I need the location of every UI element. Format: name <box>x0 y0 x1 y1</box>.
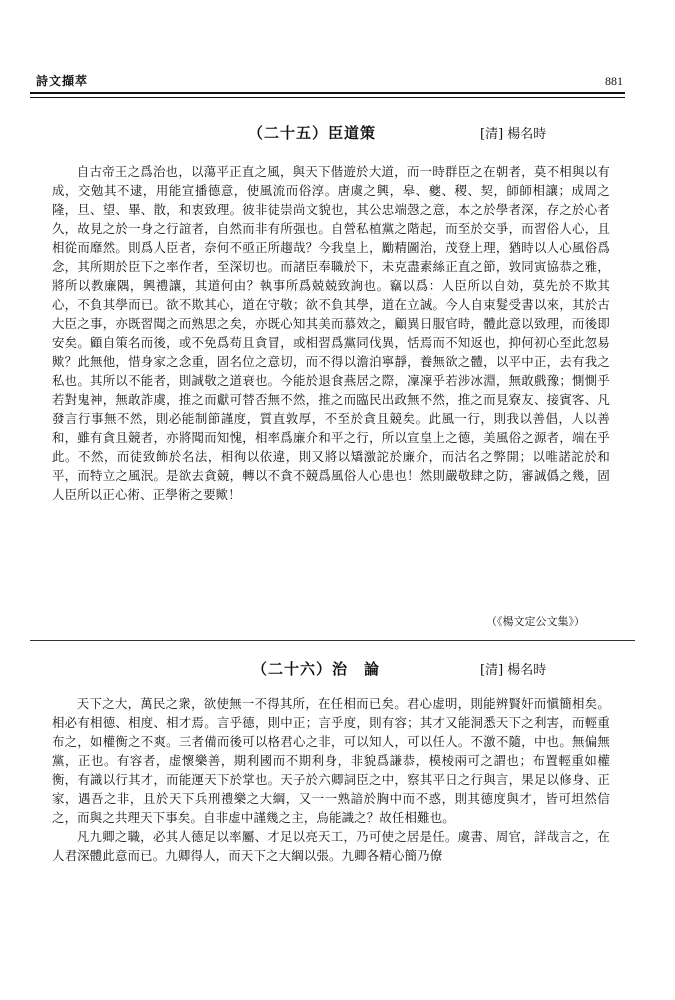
section-title: （二十五）臣道策 <box>248 124 377 142</box>
header-rule-thin <box>30 97 625 98</box>
paragraph: 自古帝王之爲治也，以蕩平正直之風，與天下偕遊於大道，而一時群臣之在朝者，莫不相與以有成，交勉其不逮，用能宣播德意，使風流而俗淳。唐虞之興，皋、夔、稷、契，師師相讓；成周之隆，旦、望、畢、散，和衷致理。彼非徒崇尚文貌也，其公忠端愨之意，本之於學者深，存之於心者久，故見之於一身之行誼者，自然而非有所强也。自營私植黨之階起，而至於交爭，而習俗人心，且相從而靡然。則爲人臣者，奈何不亟正所趨哉？今我皇上，勵精圖治，茂登上理，猶時以人心風俗爲念，其所期於臣下之率作者，至深切也。而諸臣奉職於下，未克盡素絲正直之節，敦同寅協恭之雅，將所以教廉隅，興禮讓，其道何由？執事所爲兢兢致詢也。竊以爲：人臣所以自効，莫先於不欺其心，不負其學而已。欲不欺其心，道在守敬；欲不負其學，道在立誠。今人自束髮受書以來，其於古大臣之事，亦既習聞之而熟思之矣，亦既心知其美而慕效之，顧異日服官時，體此意以致理，而後即安矣。顧自策名而後，或不免爲苟且貪冒，或相習爲黨同伐異，恬焉而不知返也，抑何初心至此忽易歟？此無他，惜身家之念重，固名位之意切，而不得以澹泊寧靜，養無欲之體，以平中正，去有我之私也。其所以不能者，則誠敬之道衰也。今能於退食燕居之際，凜凜乎若涉冰淵，無敢戲豫；惻惻乎若對鬼神，無敢詐虞，推之而獻可替否無不然，推之而臨民出政無不然，推之而見寮友、接賓客、凡發言行事無不然，則必能制節謹度，質直敦厚，不至於貪且競矣。此風一行，則我以善倡，人以善和，雖有貪且競者，亦將聞而知愧，相率爲廉介和平之行，所以宣皇上之德，美風俗之源者，端在乎此。不然，而徒致飾於名法，相徇以依違，則又將以矯激詑於廉介，而沽名之弊開；以唯諾詑於和平，而特立之風泯。是欲去貪競，轉以不貪不競爲風俗人心患也！然則嚴敬肆之防，審誠僞之幾，固人臣所以正心術、正學術之要歟！ <box>52 164 610 502</box>
section-body <box>52 162 610 504</box>
section-body <box>52 694 610 865</box>
section-author: [清] 楊名時 <box>480 663 547 678</box>
source-citation: （《楊文定公文集》） <box>486 615 585 628</box>
running-header-title: 詩文擷萃 <box>36 74 89 88</box>
section-heading <box>40 122 635 144</box>
section-title: （二十六）治 論 <box>252 660 381 678</box>
section-author: [清] 楊名時 <box>480 127 547 142</box>
section-divider <box>30 640 635 641</box>
page-header <box>22 62 625 90</box>
paragraph: 天下之大，萬民之衆，欲使無一不得其所，在任相而已矣。君心虚明，則能辨賢奸而愼簡相矣。相必有相德、相度、相才焉。言乎德，則中正；言乎度，則有容；其才又能洞悉天下之利害，而輕重布之，如權衡之不爽。三者備而後可以格君心之非，可以知人，可以任人。不激不隨，中也。無偏無黨，正也。有容者，虚懷樂善，期利國而不期利身，非貌爲謙恭，模棱兩可之謂也；布置輕重如權衡，有識以行其才，而能運天下於掌也。天子於六卿詞臣之中，察其平日之行與言，果足以修身、正家，遇吾之非，且於天下兵刑禮樂之大綱，又一一熟諳於胸中而不惑，則其德度與才，皆可坦然信之，而與之共理天下事矣。自非虚中謹幾之主，烏能識之？故任相難也。 <box>52 696 610 825</box>
header-rule-thick <box>30 92 625 94</box>
section-heading <box>40 658 635 680</box>
paragraph: 凡九卿之職，必其人德足以率屬、才足以亮天工，乃可使之居是任。虞書、周官，詳哉言之，在人君深體此意而已。九卿得人，而天下之大綱以張。九卿各精心簡乃僚 <box>52 829 610 863</box>
page-number: 881 <box>605 74 623 88</box>
